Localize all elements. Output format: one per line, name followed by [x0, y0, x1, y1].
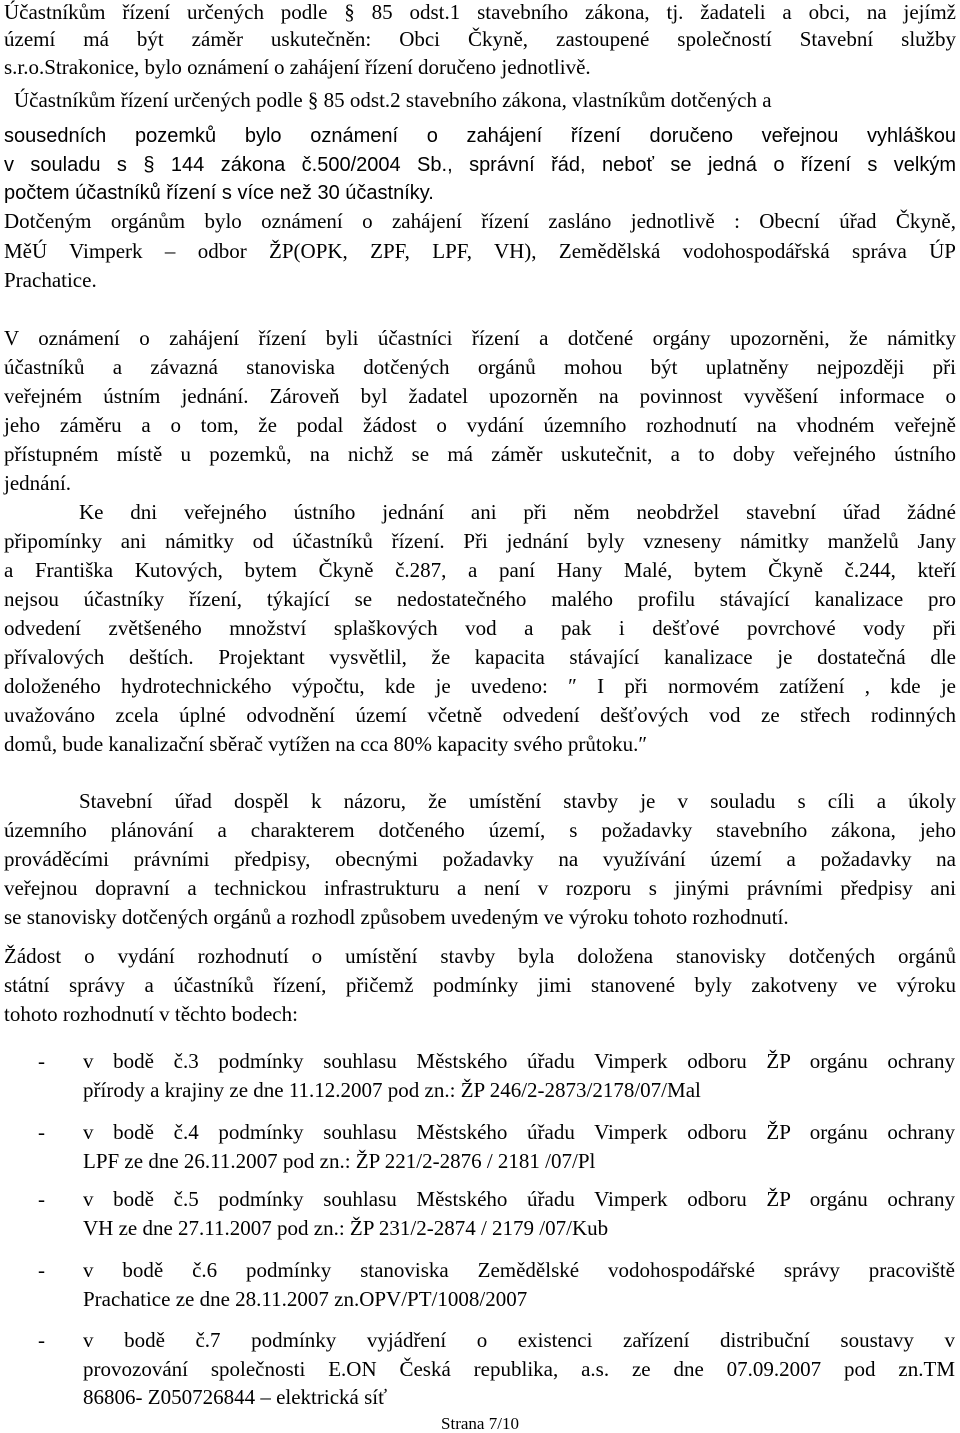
paragraph-line: území má být záměr uskutečněn: Obci Čkyně, zastoupené společností Stavební služby — [4, 27, 956, 51]
list-item-line: 86806- Z050726844 – elektrická síť — [83, 1385, 388, 1409]
paragraph-line: Stavební úřad dospěl k názoru, že umístění stavby je v souladu s cíli a úkoly — [79, 789, 956, 813]
list-bullet: - — [38, 1049, 45, 1073]
list-bullet: - — [38, 1120, 45, 1144]
paragraph-line: jeho záměru a o tom, že podal žádost o vydání územního rozhodnutí na vhodném veřejně — [4, 413, 956, 437]
paragraph-line: účastníků a závazná stanoviska dotčených orgánů mohou být uplatněny nejpozději při — [4, 355, 956, 379]
paragraph-line: Účastníkům řízení určených podle § 85 odst.1 stavebního zákona, tj. žadateli a obci, na jejímž — [4, 0, 956, 24]
paragraph-line: přístupném místě u pozemků, na nichž se má záměr uskutečnit, a to doby veřejného ústního — [4, 442, 956, 466]
paragraph-line: domů, bude kanalizační sběrač vytížen na cca 80% kapacity svého průtoku.″ — [4, 732, 648, 756]
paragraph-line: odvedení zvětšeného množství splaškových vod a pak i dešťové povrchové vody při — [4, 616, 956, 640]
paragraph-line: jednání. — [4, 471, 72, 495]
paragraph-line: nejsou účastníky řízení, týkající se nedostatečného malého profilu stávající kanalizace pro — [4, 587, 956, 611]
paragraph-line: přívalových deštích. Projektant vysvětlil, že kapacita stávající kanalizace je dostatečná dle — [4, 645, 956, 669]
paragraph-line: tohoto rozhodnutí v těchto bodech: — [4, 1002, 298, 1026]
paragraph-line: V oznámení o zahájení řízení byli účastníci řízení a dotčené orgány upozorněni, že námitky — [4, 326, 956, 350]
list-item-line: v bodě č.7 podmínky vyjádření o existenci zařízení distribuční soustavy v — [83, 1328, 955, 1352]
list-bullet: - — [38, 1258, 45, 1282]
list-item-line: provozování společnosti E.ON Česká republika, a.s. ze dne 07.09.2007 pod zn.TM — [83, 1357, 955, 1381]
list-item-line: přírody a krajiny ze dne 11.12.2007 pod zn.: ŽP 246/2-2873/2178/07/Mal — [83, 1078, 701, 1102]
paragraph-line: územního plánování a charakterem dotčeného území, s požadavky stavebního zákona, jeho — [4, 818, 956, 842]
list-item-line: v bodě č.6 podmínky stanoviska Zemědělské vodohospodářské správy pracoviště — [83, 1258, 955, 1282]
paragraph-line: doloženého hydrotechnického výpočtu, kde je uvedeno: ″ I při normovém zatížení , kde je — [4, 674, 956, 698]
paragraph-line: státní správy a účastníků řízení, přičemž podmínky jimi stanovené byly zakotveny ve výroku — [4, 973, 956, 997]
paragraph-line: v souladu s § 144 zákona č.500/2004 Sb., správní řád, neboť se jedná o řízení s velkým — [4, 154, 956, 176]
paragraph-line: Prachatice. — [4, 268, 97, 292]
paragraph-line: s.r.o.Strakonice, bylo oznámení o zahájení řízení doručeno jednotlivě. — [4, 55, 591, 79]
list-item-line: VH ze dne 27.11.2007 pod zn.: ŽP 231/2-2874 / 2179 /07/Kub — [83, 1216, 609, 1240]
paragraph-line: Žádost o vydání rozhodnutí o umístění stavby byla doložena stanovisky dotčených orgánů — [4, 944, 956, 968]
paragraph-line: uvažováno zcela úplné odvodnění území včetně odvedení dešťových vod ze střech rodinných — [4, 703, 956, 727]
paragraph-line: Účastníkům řízení určených podle § 85 odst.2 stavebního zákona, vlastníkům dotčených a — [14, 88, 772, 112]
list-item-line: v bodě č.4 podmínky souhlasu Městského úřadu Vimperk odboru ŽP orgánu ochrany — [83, 1120, 955, 1144]
paragraph-line: prováděcími právními předpisy, obecnými požadavky na využívání území a požadavky na — [4, 847, 956, 871]
list-bullet: - — [38, 1328, 45, 1352]
paragraph-line: veřejnou dopravní a technickou infrastrukturu a není v rozporu s jinými právními předpisy ani — [4, 876, 956, 900]
list-bullet: - — [38, 1187, 45, 1211]
paragraph-line: sousedních pozemků bylo oznámení o zahájení řízení doručeno veřejnou vyhláškou — [4, 125, 956, 147]
paragraph-line: počtem účastníků řízení s více než 30 účastníky. — [4, 182, 434, 204]
paragraph-line: se stanovisky dotčených orgánů a rozhodl způsobem uvedeným ve výroku tohoto rozhodnutí. — [4, 905, 789, 929]
paragraph-line: připomínky ani námitky od účastníků řízení. Při jednání byly vzneseny námitky manželů Jany — [4, 529, 956, 553]
paragraph-line: Ke dni veřejného ústního jednání ani při něm neobdržel stavební úřad žádné — [79, 500, 956, 524]
paragraph-line: Dotčeným orgánům bylo oznámení o zahájení řízení zasláno jednotlivě : Obecní úřad Čkyně, — [4, 209, 956, 233]
list-item-line: Prachatice ze dne 28.11.2007 zn.OPV/PT/1008/2007 — [83, 1287, 528, 1311]
list-item-line: v bodě č.5 podmínky souhlasu Městského úřadu Vimperk odboru ŽP orgánu ochrany — [83, 1187, 955, 1211]
paragraph-line: MěÚ Vimperk – odbor ŽP(OPK, ZPF, LPF, VH), Zemědělská vodohospodářská správa ÚP — [4, 239, 956, 263]
paragraph-line: veřejném ústním jednání. Zároveň byl žadatel upozorněn na povinnost vyvěšení informace o — [4, 384, 956, 408]
paragraph-line: a Františka Kutových, bytem Čkyně č.287, a paní Hany Malé, bytem Čkyně č.244, kteří — [4, 558, 956, 582]
list-item-line: v bodě č.3 podmínky souhlasu Městského úřadu Vimperk odboru ŽP orgánu ochrany — [83, 1049, 955, 1073]
page-number: Strana 7/10 — [441, 1414, 519, 1433]
list-item-line: LPF ze dne 26.11.2007 pod zn.: ŽP 221/2-2876 / 2181 /07/Pl — [83, 1149, 596, 1173]
